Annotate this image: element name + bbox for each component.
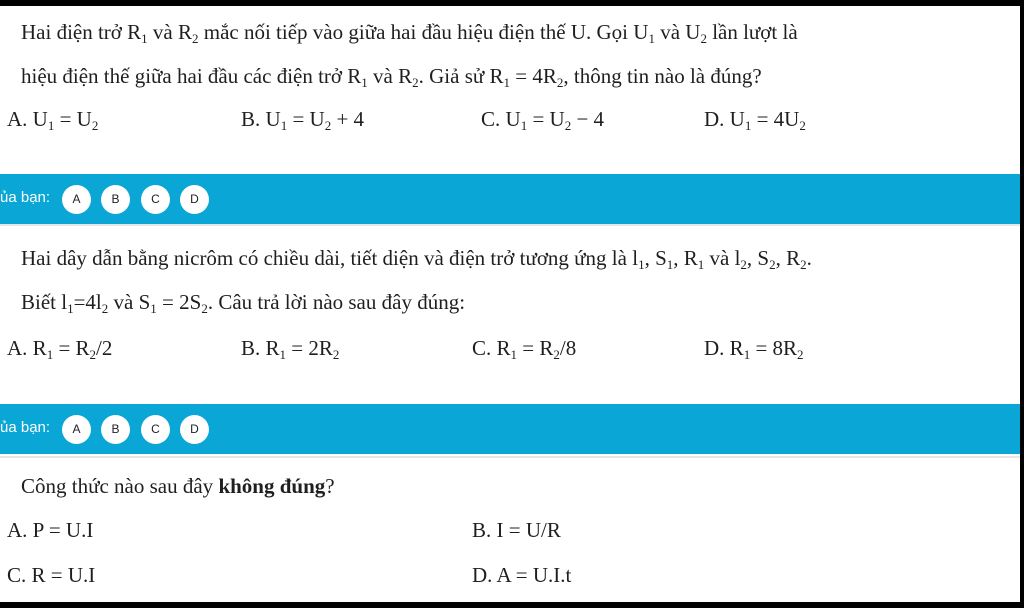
- q1-text-line1: Hai điện trở $R_1$ và $R_2$ mắc nối tiếp vào giữa hai đầu hiệu điện thế U. Gọi $U_1$ và $U_2$ lần lượt là: [21, 20, 798, 46]
- answer-choice-c[interactable]: C: [141, 185, 170, 214]
- q2-text-line2: Biết $l_1=4l_2$ và $S_1 = 2S_2$. Câu trả lời nào sau đây đúng:: [21, 290, 466, 316]
- q1-option-d: D. $U_1 = 4U_2$: [704, 107, 806, 133]
- q1-option-c: C. $U_1 = U_2 - 4$: [481, 107, 605, 133]
- q2-option-a: A. $R_1 = R_2/2$: [7, 336, 113, 362]
- answer-band-1: [0, 174, 1020, 224]
- q2-option-c: C. $R_1 = R_2/8$: [472, 336, 577, 362]
- answer-band-2: [0, 404, 1020, 454]
- q2-text-line1: Hai dây dẫn bằng nicrôm có chiều dài, tiết diện và điện trở tương ứng là $l_1$, $S_1$, $R_1$ và $l_2$, $S_2$, $R_2$.: [21, 246, 812, 272]
- q3-option-b: B. I = U/R: [472, 518, 561, 542]
- q2-option-b: B. $R_1 = 2R_2$: [241, 336, 340, 362]
- q3-option-c: C. R = U.I: [7, 563, 96, 587]
- q1-option-a: A. $U_1 = U_2$: [7, 107, 99, 133]
- q3-option-d: D. A = U.I.t: [472, 563, 572, 587]
- q1-text-line2: hiệu điện thế giữa hai đầu các điện trở $R_1$ và $R_2$. Giả sử $R_1 = 4R_2$, thông tin nào là đúng?: [21, 64, 762, 90]
- divider: [0, 224, 1020, 226]
- answer-choice-b[interactable]: B: [101, 185, 130, 214]
- answer-choice-c[interactable]: C: [141, 415, 170, 444]
- divider: [0, 456, 1020, 458]
- quiz-page: [0, 6, 1020, 602]
- answer-band-label: ủa bạn:: [0, 189, 51, 206]
- q3-text: Công thức nào sau đây không đúng?: [21, 474, 335, 498]
- q1-option-b: B. $U_1 = U_2 + 4$: [241, 107, 365, 133]
- q3-option-a: A. P = U.I: [7, 518, 94, 542]
- q3-emphasis: không đúng: [218, 474, 326, 498]
- answer-choice-d[interactable]: D: [180, 415, 209, 444]
- answer-choice-d[interactable]: D: [180, 185, 209, 214]
- answer-band-label: ủa bạn:: [0, 419, 51, 436]
- answer-choice-b[interactable]: B: [101, 415, 130, 444]
- q2-option-d: D. $R_1 = 8R_2$: [704, 336, 804, 362]
- answer-choice-a[interactable]: A: [62, 185, 91, 214]
- answer-choice-a[interactable]: A: [62, 415, 91, 444]
